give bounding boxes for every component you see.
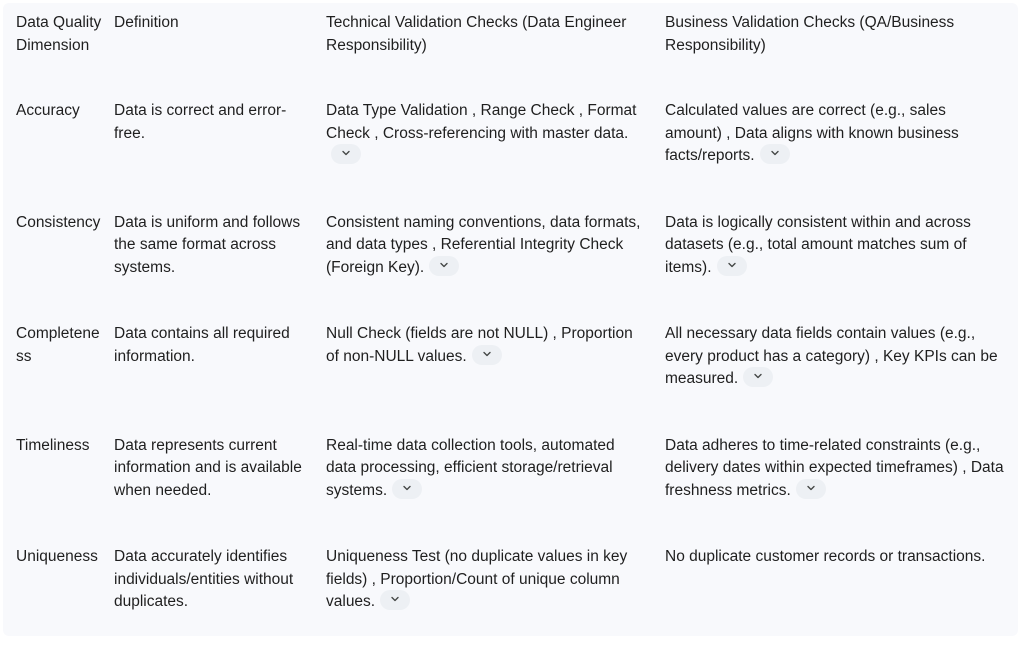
expand-sources-button[interactable] [796,479,826,499]
chevron-down-icon [482,351,492,358]
definition-cell: Data contains all required information. [114,325,290,365]
definition-cell: Data is uniform and follows the same format across systems. [114,213,301,276]
expand-sources-button[interactable] [392,479,422,499]
technical-text: Data Type Validation , Range Check , Format Check , Cross-referencing with master data. [326,102,637,142]
response-panel [3,3,1018,636]
technical-text: Real-time data collection tools, automated data processing, efficient storage/retrieval systems. [326,436,615,499]
business-text: Calculated values are correct (e.g., sales amount) , Data aligns with known business facts/reports. [665,102,959,164]
chevron-down-icon [341,150,351,157]
header-technical-checks: Technical Validation Checks (Data Engineer Responsibility) [326,14,627,54]
definition-cell: Data is correct and error-free. [114,102,287,142]
technical-text: Null Check (fields are not NULL) , Proportion of non-NULL values. [326,325,633,365]
expand-sources-button[interactable] [472,345,502,365]
technical-cell [326,537,665,649]
technical-cell [326,91,665,203]
chevron-down-icon [770,150,780,157]
header-business-checks: Business Validation Checks (QA/Business Responsibility) [665,14,955,54]
table-row [3,426,1018,538]
technical-cell [326,203,665,315]
chevron-down-icon [390,596,400,603]
dimension-cell: Completeness [16,325,100,365]
business-text: No duplicate customer records or transactions. [665,548,986,565]
table-row [3,314,1018,426]
data-quality-table [3,3,1018,649]
chevron-down-icon [806,485,816,492]
header-dimension: Data Quality Dimension [16,14,102,54]
table-row [3,203,1018,315]
expand-sources-button[interactable] [429,256,459,276]
definition-cell: Data accurately identifies individuals/entities without duplicates. [114,548,294,610]
dimension-cell: Accuracy [16,102,80,119]
chevron-down-icon [727,262,737,269]
chevron-down-icon [439,262,449,269]
business-text: All necessary data fields contain values (e.g., every product has a category) , Key KPIs can be measured. [665,325,998,387]
table-row [3,91,1018,203]
dimension-cell: Consistency [16,213,101,231]
definition-cell: Data represents current information and is available when needed. [114,436,302,499]
table-header-row [3,3,1018,91]
chevron-down-icon [402,485,412,492]
header-definition: Definition [114,14,179,31]
expand-sources-button[interactable] [331,144,361,164]
business-cell [665,314,1018,426]
expand-sources-button[interactable] [743,367,773,387]
technical-cell [326,426,665,538]
business-cell [665,203,1018,315]
chevron-down-icon [753,373,763,380]
expand-sources-button[interactable] [380,590,410,610]
business-text: Data adheres to time-related constraints (e.g., delivery dates within expected timeframes) , Data freshness metrics. [665,436,1004,499]
business-cell [665,91,1018,203]
technical-cell [326,314,665,426]
business-text: Data is logically consistent within and across datasets (e.g., total amount matches sum of items). [665,213,971,276]
table-row [3,537,1018,649]
dimension-cell: Timeliness [16,436,90,454]
expand-sources-button[interactable] [760,144,790,164]
business-cell [665,426,1018,538]
technical-text: Uniqueness Test (no duplicate values in key fields) , Proportion/Count of unique column values. [326,548,628,610]
dimension-cell: Uniqueness [16,548,98,565]
expand-sources-button[interactable] [717,256,747,276]
business-cell [665,537,1018,649]
technical-text: Consistent naming conventions, data formats, and data types , Referential Integrity Check (Foreign Key). [326,213,641,276]
